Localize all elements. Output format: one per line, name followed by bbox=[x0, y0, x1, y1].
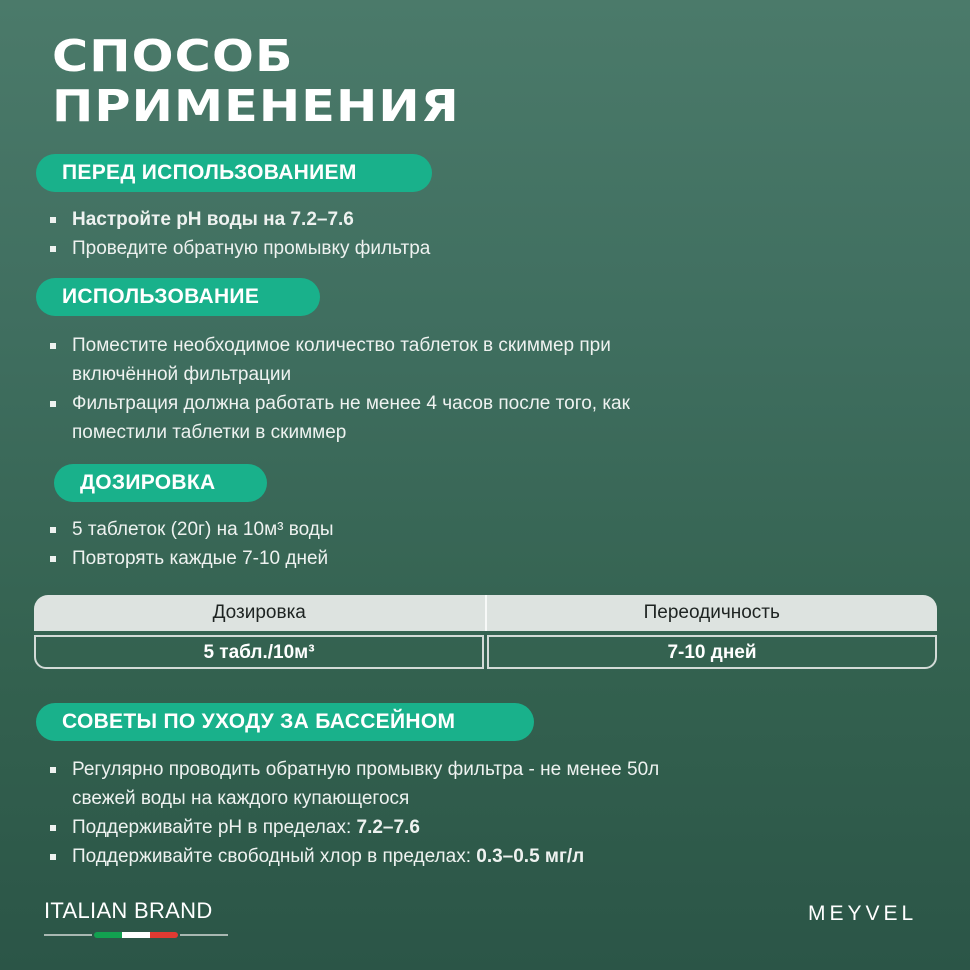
list-item: Поддерживайте свободный хлор в пределах: 0.3–0.5 мг/л bbox=[48, 842, 708, 871]
table-header-dosage: Дозировка bbox=[34, 595, 487, 631]
list-item: Регулярно проводить обратную промывку фильтра - не менее 50л свежей воды на каждого купающегося bbox=[48, 755, 708, 813]
section-heading-before-use: ПЕРЕД ИСПОЛЬЗОВАНИЕМ bbox=[36, 154, 432, 192]
tips-list bbox=[48, 755, 708, 871]
table-row bbox=[34, 635, 937, 669]
title-line-1: СПОСОБ bbox=[52, 31, 294, 82]
usage-list bbox=[48, 331, 708, 447]
table-cell-frequency: 7-10 дней bbox=[487, 635, 937, 669]
dosage-list bbox=[48, 515, 334, 573]
table-cell-dosage: 5 табл./10м³ bbox=[34, 635, 484, 669]
list-item: Поместите необходимое количество таблеток в скиммер при включённой фильтрации bbox=[48, 331, 708, 389]
list-item: Фильтрация должна работать не менее 4 часов после того, как поместили таблетки в скиммер bbox=[48, 389, 708, 447]
list-item: Поддерживайте pH в пределах: 7.2–7.6 bbox=[48, 813, 708, 842]
list-item: Проведите обратную промывку фильтра bbox=[48, 234, 430, 263]
section-heading-usage: ИСПОЛЬЗОВАНИЕ bbox=[36, 278, 320, 316]
table-header-row bbox=[34, 595, 937, 631]
before-use-list bbox=[48, 205, 430, 263]
list-item: 5 таблеток (20г) на 10м³ воды bbox=[48, 515, 334, 544]
list-item: Повторять каждые 7-10 дней bbox=[48, 544, 334, 573]
title-line-2: ПРИМЕНЕНИЯ bbox=[52, 81, 460, 132]
list-item: Настройте pH воды на 7.2–7.6 bbox=[48, 205, 430, 234]
section-heading-tips: СОВЕТЫ ПО УХОДУ ЗА БАССЕЙНОМ bbox=[36, 703, 534, 741]
dosage-table bbox=[34, 595, 937, 669]
section-heading-dosage: ДОЗИРОВКА bbox=[54, 464, 267, 502]
meyvel-logo: MEYVEL bbox=[808, 902, 918, 925]
italian-flag-icon bbox=[44, 932, 230, 938]
page-title bbox=[52, 32, 460, 132]
italian-brand-badge bbox=[44, 898, 230, 938]
table-header-frequency: Переодичность bbox=[643, 602, 780, 623]
italian-brand-label: ITALIAN BRAND bbox=[44, 898, 213, 923]
